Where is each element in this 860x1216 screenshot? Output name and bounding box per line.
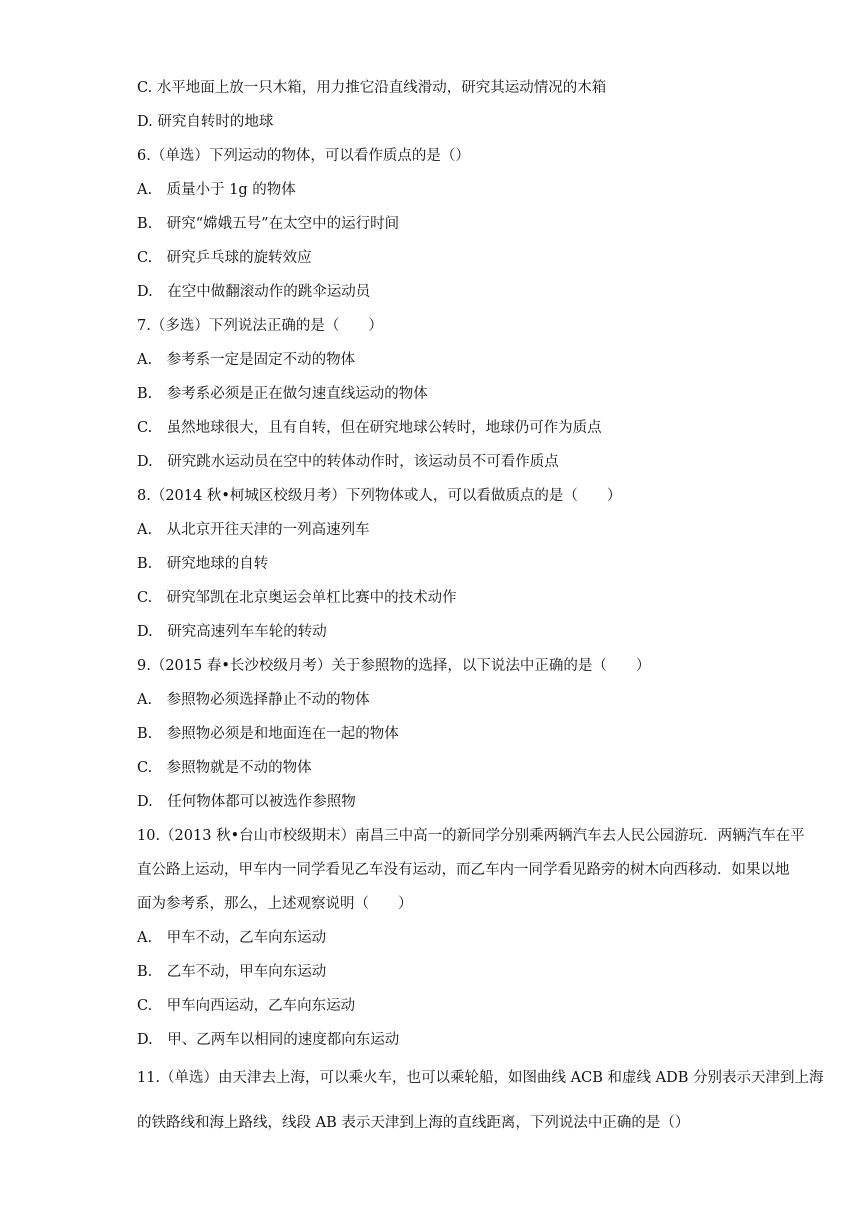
option-line: A. 参考系一定是固定不动的物体 <box>137 352 356 368</box>
option-line: A. 参照物必须选择静止不动的物体 <box>137 692 370 708</box>
option-line: D. 研究跳水运动员在空中的转体动作时，该运动员不可看作质点 <box>137 454 559 470</box>
option-line: D. 在空中做翻滚动作的跳伞运动员 <box>137 284 371 300</box>
option-line: C. 甲车向西运动，乙车向东运动 <box>137 998 356 1014</box>
option-line: D. 研究高速列车车轮的转动 <box>137 624 327 640</box>
question-11: 11.（单选）由天津去上海，可以乘火车，也可以乘轮船，如图曲线 ACB 和虚线 ADB 分别表示天津到上海 <box>137 1070 824 1086</box>
option-line: A. 甲车不动，乙车向东运动 <box>137 930 327 946</box>
question-10-continued: 直公路上运动，甲车内一同学看见乙车没有运动，而乙车内一同学看见路旁的树木向西移动．如果以地 <box>137 862 790 878</box>
question-11-continued: 的铁路线和海上路线，线段 AB 表示天津到上海的直线距离，下列说法中正确的是（） <box>137 1115 690 1131</box>
option-line: B. 研究“嫦娥五号”在太空中的运行时间 <box>137 216 400 232</box>
option-line: C. 参照物就是不动的物体 <box>137 760 312 776</box>
question-9: 9.（2015 春•长沙校级月考）关于参照物的选择，以下说法中正确的是（ ） <box>137 658 651 674</box>
option-line: B. 研究地球的自转 <box>137 556 269 572</box>
question-7: 7.（多选）下列说法正确的是（ ） <box>137 318 383 334</box>
option-line: B. 参照物必须是和地面连在一起的物体 <box>137 726 399 742</box>
option-line: C. 虽然地球很大，且有自转，但在研究地球公转时，地球仍可作为质点 <box>137 420 602 436</box>
option-line: C. 研究乒乓球的旋转效应 <box>137 250 312 266</box>
option-line: B. 参考系必须是正在做匀速直线运动的物体 <box>137 386 428 402</box>
option-line: D. 研究自转时的地球 <box>137 114 274 130</box>
option-line: A. 从北京开往天津的一列高速列车 <box>137 522 370 538</box>
option-line: B. 乙车不动，甲车向东运动 <box>137 964 327 980</box>
question-6: 6.（单选）下列运动的物体，可以看作质点的是（） <box>137 148 470 164</box>
question-8: 8.（2014 秋•柯城区校级月考）下列物体或人，可以看做质点的是（ ） <box>137 488 622 504</box>
option-line: A. 质量小于 1g 的物体 <box>137 182 296 198</box>
option-line: C. 水平地面上放一只木箱，用力推它沿直线滑动，研究其运动情况的木箱 <box>137 80 607 96</box>
option-line: C. 研究邹凯在北京奥运会单杠比赛中的技术动作 <box>137 590 457 606</box>
question-10-continued: 面为参考系，那么，上述观察说明（ ） <box>137 896 413 912</box>
question-10: 10.（2013 秋•台山市校级期末）南昌三中高一的新同学分别乘两辆汽车去人民公园游玩．两辆汽车在平 <box>137 828 805 844</box>
option-line: D. 甲、乙两车以相同的速度都向东运动 <box>137 1032 400 1048</box>
option-line: D. 任何物体都可以被选作参照物 <box>137 794 356 810</box>
